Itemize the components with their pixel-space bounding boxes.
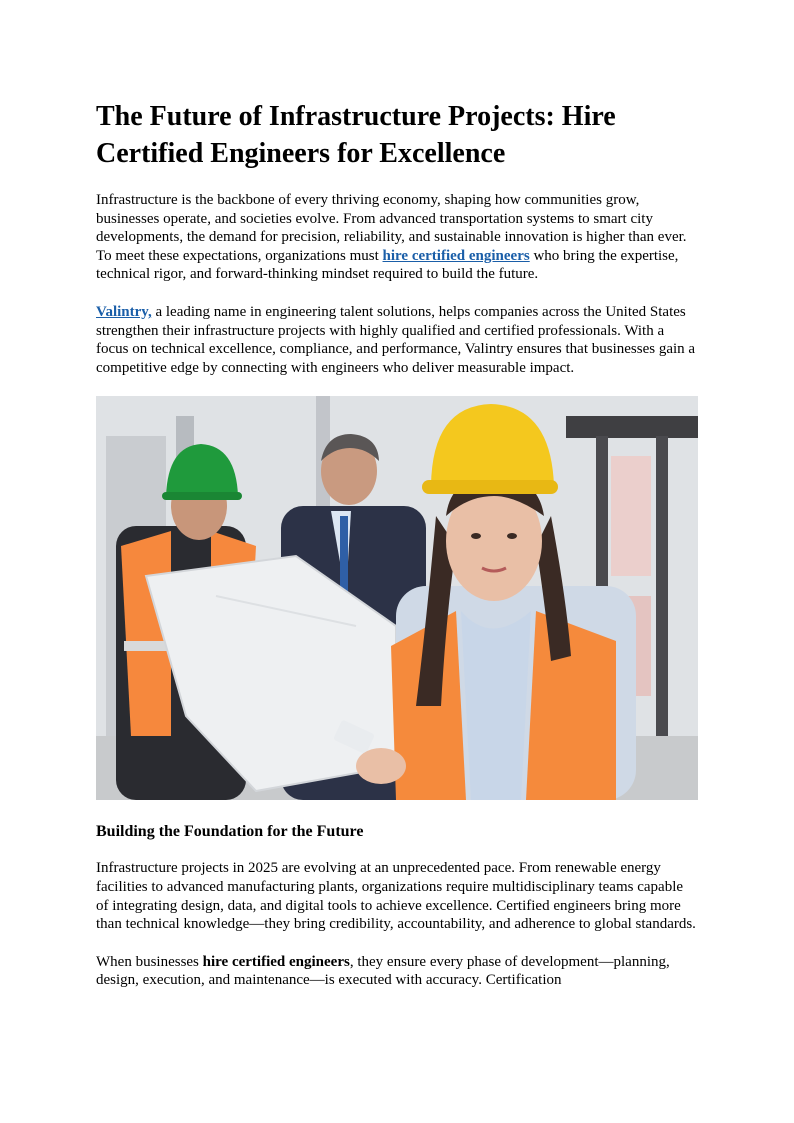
section-paragraph-1: Infrastructure projects in 2025 are evolving at an unprecedented pace. From renewable energy facilities to advanced manufacturing plants, organizations require multidisciplinary teams capable of integrating design, data, and digital tools to achieve excellence. Certified engineers bring more than technical knowledge—they bring credibility, accountability, and adherence to global standards. bbox=[96, 860, 696, 933]
intro-text-before: Infrastructure is the backbone of every thriving economy, shaping how communities grow, businesses operate, and societies evolve. From advanced transportation systems to smart city developments, the demand for precision, reliability, and sustainable innovation is higher than ever. To meet these expectations, organizations must bbox=[96, 192, 687, 264]
valintry-paragraph bbox=[96, 303, 698, 377]
section-para2-before: When businesses bbox=[96, 953, 203, 970]
hire-certified-engineers-link[interactable]: hire certified engineers bbox=[382, 247, 530, 264]
article-body bbox=[96, 98, 698, 990]
valintry-link[interactable]: Valintry, bbox=[96, 303, 152, 320]
intro-text-after: who bring the expertise, technical rigor, and forward-thinking mindset required to build the future. bbox=[96, 247, 679, 283]
hire-certified-engineers-bold: hire certified engineers bbox=[202, 953, 350, 970]
section-para2-after: , they ensure every phase of development—planning, design, execution, and maintenance—is executed with accuracy. Certification bbox=[96, 953, 670, 989]
article-title: The Future of Infrastructure Projects: Hire Certified Engineers for Excellence bbox=[96, 101, 616, 169]
intro-paragraph bbox=[96, 191, 698, 284]
engineers-illustration bbox=[96, 396, 698, 800]
engineers-photo bbox=[96, 396, 698, 800]
section-heading: Building the Foundation for the Future bbox=[96, 823, 364, 841]
section-paragraph-2 bbox=[96, 953, 698, 990]
valintry-text: a leading name in engineering talent solutions, helps companies across the United States strengthen their infrastructure projects with highly qualified and certified professionals. With a focus on technical excellence, compliance, and performance, Valintry ensures that businesses gain a competitive edge by connecting with engineers who deliver measurable impact. bbox=[96, 303, 696, 376]
